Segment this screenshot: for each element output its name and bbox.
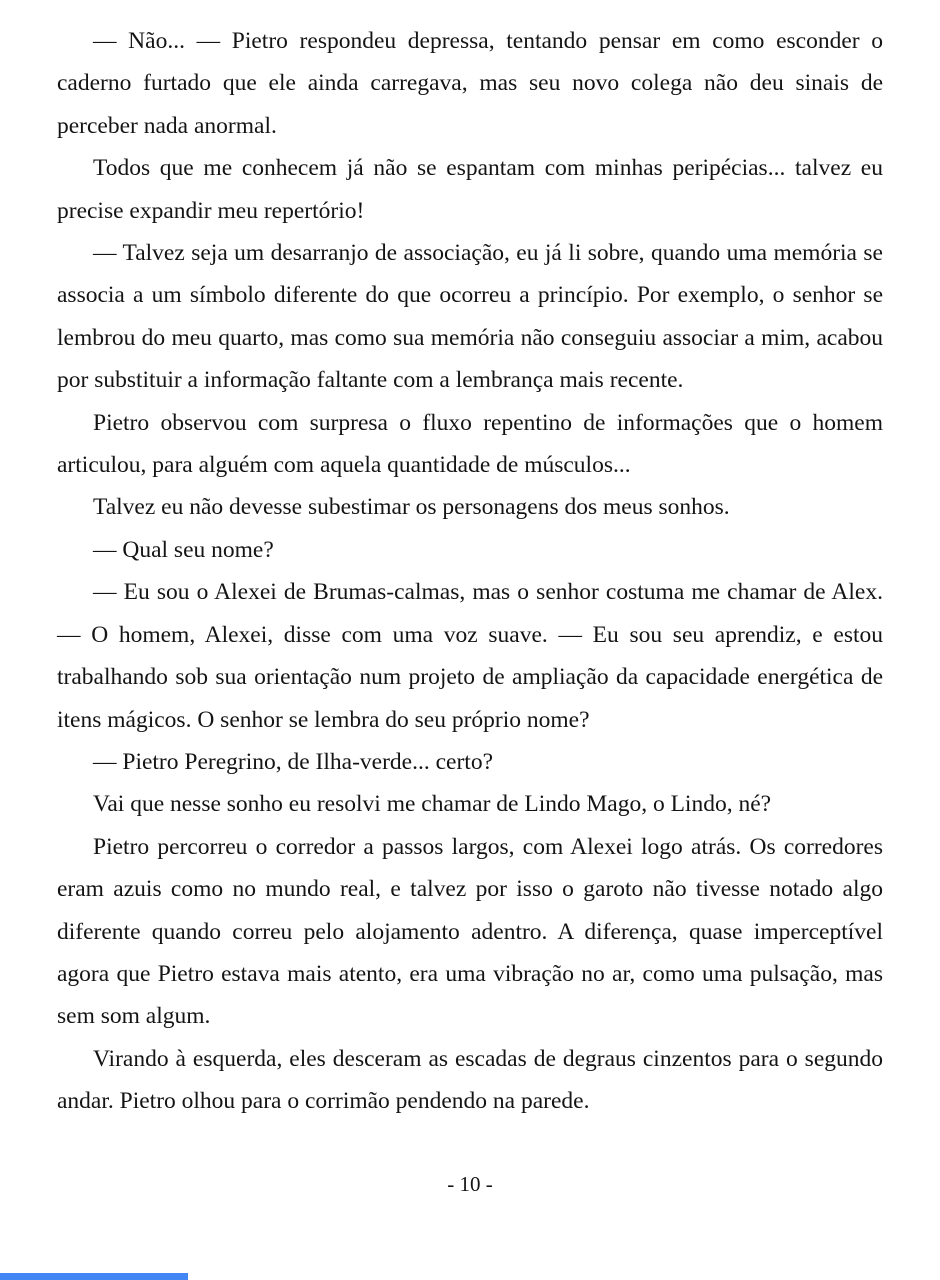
paragraph: Talvez eu não devesse subestimar os personagens dos meus sonhos. [93,494,730,521]
paragraph: Virando à esquerda, eles desceram as escadas de degraus cinzentos para o segundo andar. Pietro olhou para o corrimão pendendo na parede. [57,1045,883,1115]
paragraph: Pietro observou com surpresa o fluxo repentino de informações que o homem articulou, para alguém com aquela quantidade de músculos... [57,409,883,479]
reading-progress-bar[interactable] [0,1273,188,1280]
paragraph: — Não... — Pietro respondeu depressa, tentando pensar em como esconder o caderno furtado que ele ainda carregava, mas seu novo colega não deu sinais de perceber nada anormal. [57,28,883,139]
paragraph: — Qual seu nome? [93,536,274,563]
paragraph: — Pietro Peregrino, de Ilha-verde... certo? [93,748,493,775]
page-number-label: - 10 - [447,1172,493,1196]
reading-text-area [57,20,883,1123]
paragraph: Todos que me conhecem já não se espantam com minhas peripécias... talvez eu precise expandir meu repertório! [57,155,883,224]
paragraph: — Talvez seja um desarranjo de associação, eu já li sobre, quando uma memória se associa a um símbolo diferente do que ocorreu a princípio. Por exemplo, o senhor se lembrou do meu quarto, mas como sua memória não conseguiu associar a mim, acabou por substituir a informação faltante com a lembrança mais recente. [57,240,883,394]
paragraph: — Eu sou o Alexei de Brumas-calmas, mas o senhor costuma me chamar de Alex. — O homem, Alexei, disse com uma voz suave. — Eu sou seu aprendiz, e estou trabalhando sob sua orientação num projeto de ampliação da capacidade energética de itens mágicos. O senhor se lembra do seu próprio nome? [57,579,883,733]
paragraph: Pietro percorreu o corredor a passos largos, com Alexei logo atrás. Os corredores eram azuis como no mundo real, e talvez por isso o garoto não tivesse notado algo diferente quando correu pelo alojamento adentro. A diferença, quase imperceptível agora que Pietro estava mais atento, era uma vibração no ar, como uma pulsação, mas sem som algum. [57,833,883,1030]
paragraph: Vai que nesse sonho eu resolvi me chamar de Lindo Mago, o Lindo, né? [93,791,772,818]
reading-progress-track[interactable] [0,1273,940,1280]
